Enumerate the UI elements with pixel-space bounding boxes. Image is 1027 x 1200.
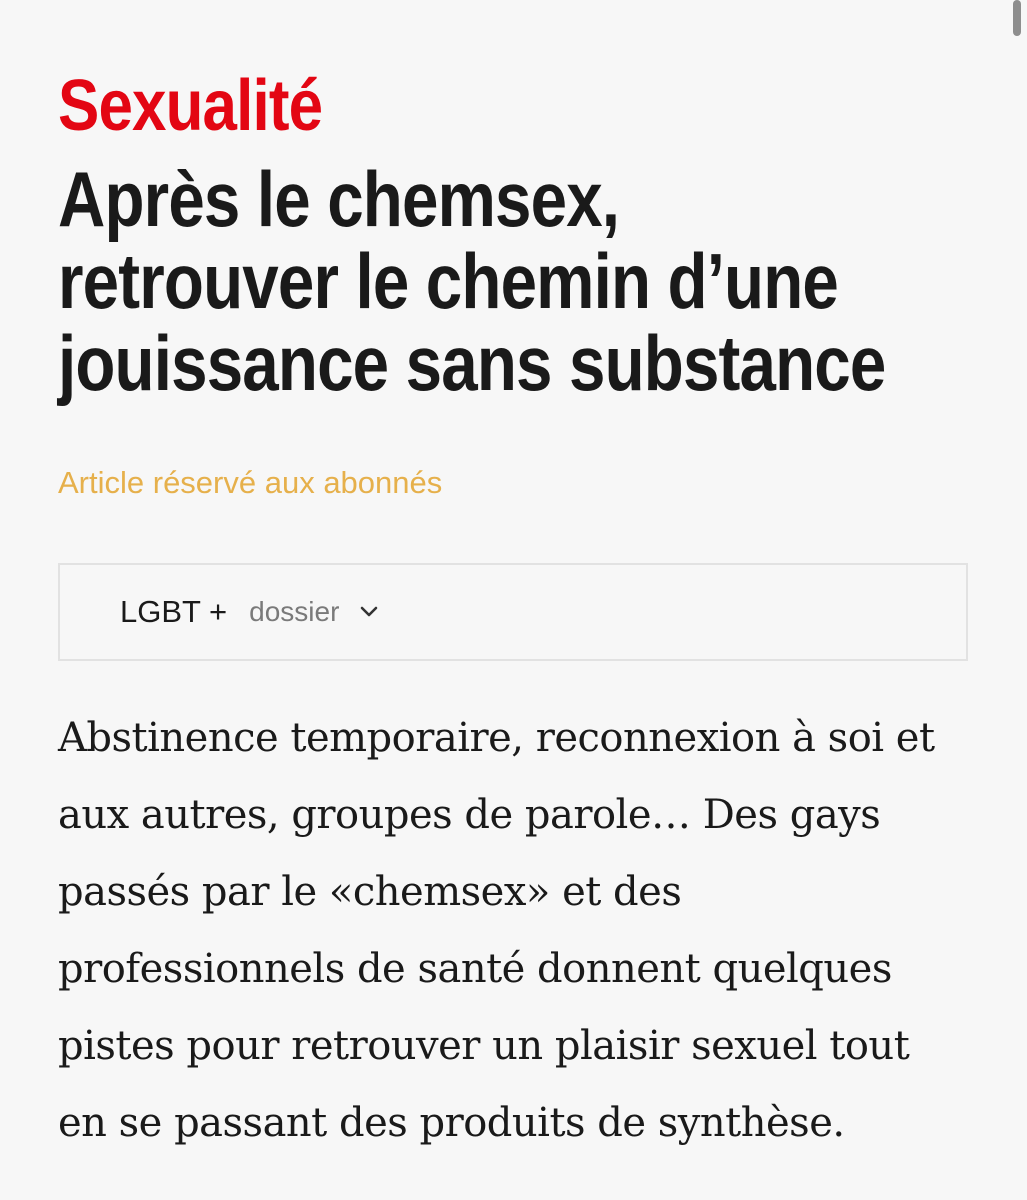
subscriber-only-label: Article réservé aux abonnés — [58, 465, 443, 500]
standfirst-line: aux autres, groupes de parole… Des gays — [58, 792, 881, 838]
article-title — [58, 155, 886, 407]
chevron-down-icon — [359, 602, 379, 622]
standfirst-line: en se passant des produits de synthèse. — [58, 1100, 845, 1146]
article-kicker[interactable]: Sexualité — [58, 66, 323, 146]
standfirst-line: Abstinence temporaire, reconnexion à soi et — [58, 715, 935, 761]
article-title-line: jouissance sans substance — [58, 319, 886, 407]
standfirst-line: professionnels de santé donnent quelques — [58, 946, 892, 992]
standfirst-line: pistes pour retrouver un plaisir sexuel tout — [58, 1023, 910, 1069]
article-standfirst — [58, 700, 968, 1162]
dossier-name: LGBT + — [120, 594, 228, 629]
article-title-line: Après le chemsex, — [58, 155, 620, 243]
standfirst-line: passés par le «chemsex» et des — [58, 869, 682, 915]
article-title-line: retrouver le chemin d’une — [58, 237, 839, 325]
dossier-dropdown[interactable] — [58, 563, 968, 661]
scrollbar-thumb[interactable] — [1013, 0, 1021, 36]
dossier-label: dossier — [249, 596, 340, 627]
